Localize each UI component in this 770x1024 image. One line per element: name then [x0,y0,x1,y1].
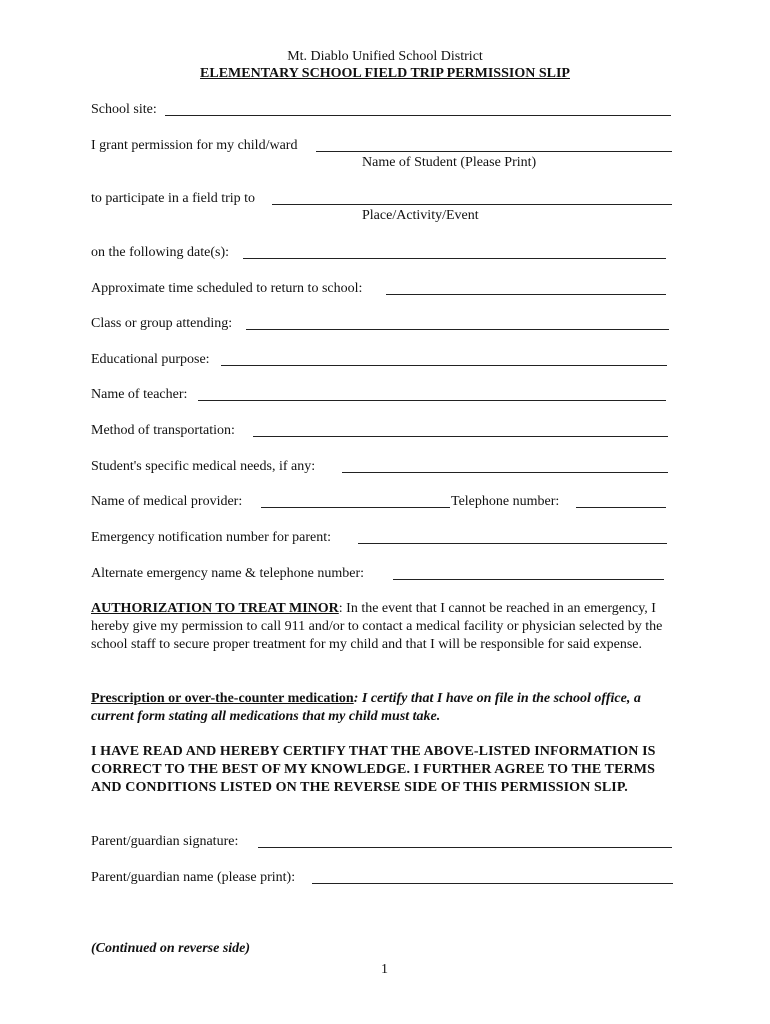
dates-field[interactable] [243,258,666,259]
class-group-label: Class or group attending: [91,316,233,331]
dates-label: on the following date(s): [91,245,230,260]
transportation-label: Method of transportation: [91,423,235,438]
place-caption: Place/Activity/Event [362,208,479,223]
return-time-label: Approximate time scheduled to return to school: [91,281,363,296]
student-name-caption: Name of Student (Please Print) [362,155,537,170]
authorization-paragraph [91,600,681,654]
medical-needs-field[interactable] [342,472,668,473]
medical-needs-label: Student's specific medical needs, if any: [91,459,316,474]
telephone-field[interactable] [576,507,666,508]
return-time-field[interactable] [386,294,666,295]
participate-label: to participate in a field trip to [91,191,256,206]
district-name: Mt. Diablo Unified School District [287,49,483,64]
guardian-name-label: Parent/guardian name (please print): [91,870,296,885]
purpose-field[interactable] [221,365,667,366]
teacher-label: Name of teacher: [91,387,188,402]
certification-statement: I HAVE READ AND HEREBY CERTIFY THAT THE ABOVE-LISTED INFORMATION IS CORRECT TO THE BEST OF MY KNOWLEDGE. I FURTHER AGREE TO THE TERMS AND CONDITIONS LISTED ON THE REVERSE SIDE OF THIS PERMISSION SLIP. [91,744,656,795]
page-number: 1 [381,962,388,977]
medical-provider-field[interactable] [261,507,450,508]
alternate-emergency-field[interactable] [393,579,664,580]
telephone-label: Telephone number: [451,494,560,509]
transportation-field[interactable] [253,436,668,437]
student-name-field[interactable] [316,151,672,152]
class-group-field[interactable] [246,329,669,330]
form-title: ELEMENTARY SCHOOL FIELD TRIP PERMISSION SLIP [200,66,570,81]
prescription-heading: Prescription or over-the-counter medication [91,691,354,706]
grant-permission-label: I grant permission for my child/ward [91,138,298,153]
emergency-number-field[interactable] [358,543,667,544]
medical-provider-label: Name of medical provider: [91,494,243,509]
continued-note: (Continued on reverse side) [91,941,251,956]
alternate-emergency-label: Alternate emergency name & telephone number: [91,566,365,581]
purpose-label: Educational purpose: [91,352,210,367]
school-site-field[interactable] [165,115,671,116]
emergency-number-label: Emergency notification number for parent: [91,530,331,545]
prescription-paragraph [91,690,681,726]
authorization-heading: AUTHORIZATION TO TREAT MINOR [91,601,339,616]
prescription-colon: : [353,691,359,706]
guardian-name-field[interactable] [312,883,673,884]
school-site-label: School site: [91,102,157,117]
prescription-body: I certify that I have on file in the school office, a current form stating all medications that my child must take. [91,691,641,724]
authorization-body: : In the event that I cannot be reached in an emergency, I hereby give my permission to call 911 and/or to contact a medical facility or physician selected by the school staff to secure proper treatment for my child and that I will be responsible for said expense. [91,601,663,652]
signature-label: Parent/guardian signature: [91,834,239,849]
signature-field[interactable] [258,847,672,848]
place-field[interactable] [272,204,672,205]
teacher-field[interactable] [198,400,666,401]
